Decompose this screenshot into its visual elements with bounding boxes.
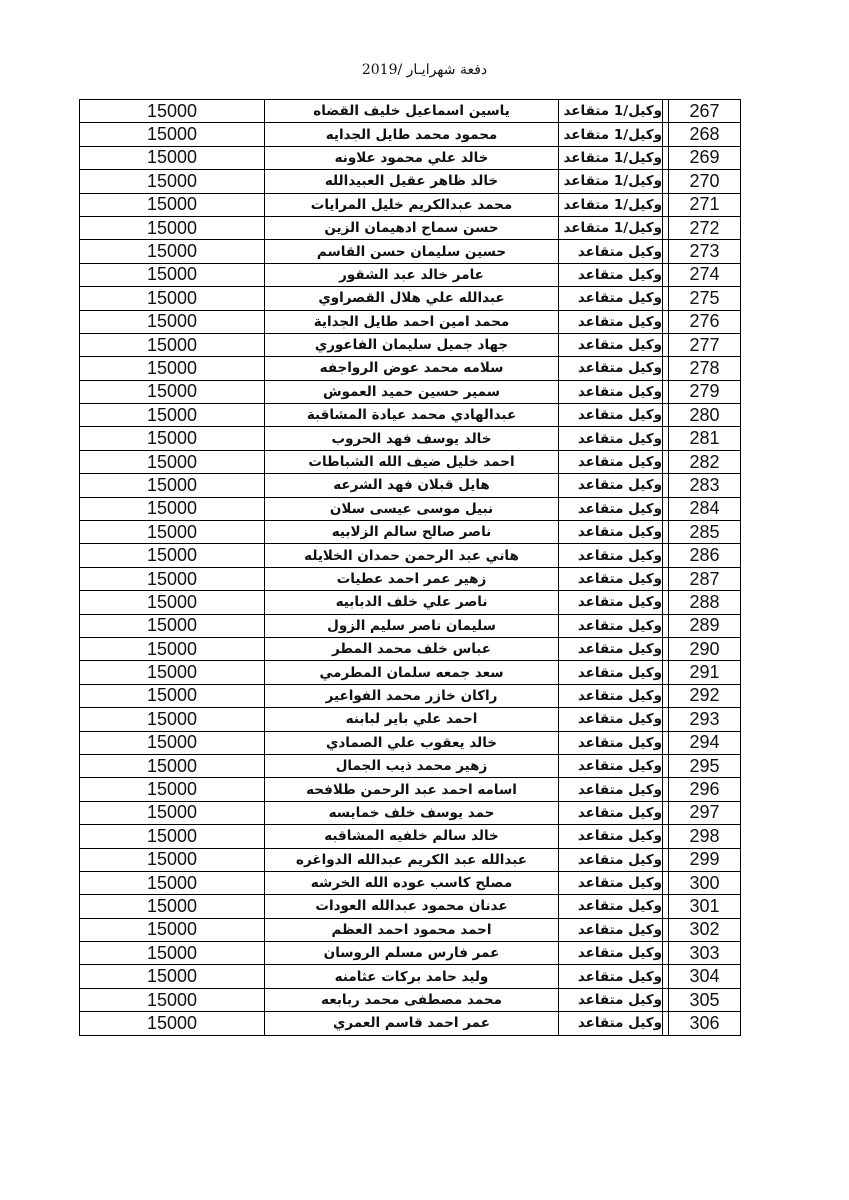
rank-cell: وكيل متقاعد: [559, 263, 663, 286]
table-row: [80, 497, 741, 520]
rank-cell: وكيل/1 متقاعد: [559, 123, 663, 146]
table-row: [80, 450, 741, 473]
row-number-cell: 292: [669, 684, 741, 707]
amount-cell: 15000: [80, 801, 265, 824]
amount-cell: 15000: [80, 614, 265, 637]
row-number-cell: 277: [669, 333, 741, 356]
name-cell: زهير محمد ذيب الجمال: [265, 754, 559, 777]
name-cell: محمود محمد طايل الجدايه: [265, 123, 559, 146]
row-number-cell: 282: [669, 450, 741, 473]
rank-cell: وكيل متقاعد: [559, 287, 663, 310]
amount-cell: 15000: [80, 895, 265, 918]
table-row: [80, 988, 741, 1011]
table-row: [80, 146, 741, 169]
table-row: [80, 427, 741, 450]
amount-cell: 15000: [80, 170, 265, 193]
rank-cell: وكيل متقاعد: [559, 310, 663, 333]
rank-cell: وكيل متقاعد: [559, 731, 663, 754]
amount-cell: 15000: [80, 918, 265, 941]
rank-cell: وكيل متقاعد: [559, 357, 663, 380]
table-row: [80, 754, 741, 777]
spacer-cell: [663, 497, 669, 520]
spacer-cell: [663, 1012, 669, 1035]
name-cell: ناصر صالح سالم الزلابيه: [265, 521, 559, 544]
spacer-cell: [663, 684, 669, 707]
name-cell: عبدالهادي محمد عيادة المشاقبة: [265, 404, 559, 427]
row-number-cell: 273: [669, 240, 741, 263]
table-row: [80, 778, 741, 801]
row-number-cell: 302: [669, 918, 741, 941]
table-row: [80, 591, 741, 614]
spacer-cell: [663, 754, 669, 777]
table-row: [80, 474, 741, 497]
amount-cell: 15000: [80, 404, 265, 427]
spacer-cell: [663, 661, 669, 684]
row-number-cell: 296: [669, 778, 741, 801]
amount-cell: 15000: [80, 567, 265, 590]
table-row: [80, 123, 741, 146]
amount-cell: 15000: [80, 684, 265, 707]
table-row: [80, 193, 741, 216]
table-row: [80, 848, 741, 871]
row-number-cell: 271: [669, 193, 741, 216]
row-number-cell: 294: [669, 731, 741, 754]
spacer-cell: [663, 240, 669, 263]
name-cell: سلامه محمد عوض الرواجفه: [265, 357, 559, 380]
rank-cell: وكيل متقاعد: [559, 380, 663, 403]
name-cell: خالد سالم خلفيه المشاقبه: [265, 825, 559, 848]
roster-table: [79, 99, 741, 1036]
name-cell: خالد يعقوب علي الصمادي: [265, 731, 559, 754]
table-row: [80, 404, 741, 427]
name-cell: هايل قبلان فهد الشرعه: [265, 474, 559, 497]
name-cell: حسن سماح ادهيمان الزين: [265, 216, 559, 239]
table-row: [80, 1012, 741, 1035]
name-cell: حسين سليمان حسن القاسم: [265, 240, 559, 263]
table-row: [80, 567, 741, 590]
spacer-cell: [663, 942, 669, 965]
spacer-cell: [663, 544, 669, 567]
rank-cell: وكيل متقاعد: [559, 965, 663, 988]
spacer-cell: [663, 708, 669, 731]
name-cell: خالد ظاهر عقيل العبيدالله: [265, 170, 559, 193]
amount-cell: 15000: [80, 637, 265, 660]
name-cell: محمد مصطفى محمد ربابعه: [265, 988, 559, 1011]
table-row: [80, 942, 741, 965]
name-cell: احمد علي باير لبابنه: [265, 708, 559, 731]
spacer-cell: [663, 123, 669, 146]
amount-cell: 15000: [80, 848, 265, 871]
name-cell: عدنان محمود عبدالله العودات: [265, 895, 559, 918]
rank-cell: وكيل متقاعد: [559, 427, 663, 450]
rank-cell: وكيل متقاعد: [559, 825, 663, 848]
rank-cell: وكيل متقاعد: [559, 778, 663, 801]
amount-cell: 15000: [80, 333, 265, 356]
spacer-cell: [663, 965, 669, 988]
row-number-cell: 281: [669, 427, 741, 450]
table-row: [80, 521, 741, 544]
rank-cell: وكيل متقاعد: [559, 942, 663, 965]
rank-cell: وكيل متقاعد: [559, 240, 663, 263]
table-row: [80, 614, 741, 637]
spacer-cell: [663, 427, 669, 450]
row-number-cell: 303: [669, 942, 741, 965]
name-cell: عباس خلف محمد المطر: [265, 637, 559, 660]
table-row: [80, 310, 741, 333]
spacer-cell: [663, 287, 669, 310]
name-cell: وليد حامد بركات عثامنه: [265, 965, 559, 988]
row-number-cell: 272: [669, 216, 741, 239]
name-cell: سمير حسين حميد العموش: [265, 380, 559, 403]
name-cell: احمد خليل ضيف الله الشباطات: [265, 450, 559, 473]
spacer-cell: [663, 988, 669, 1011]
roster-table-body: [80, 100, 741, 1036]
table-row: [80, 708, 741, 731]
table-row: [80, 170, 741, 193]
name-cell: مصلح كاسب عوده الله الخرشه: [265, 871, 559, 894]
name-cell: محمد امين احمد طايل الجداية: [265, 310, 559, 333]
spacer-cell: [663, 146, 669, 169]
rank-cell: وكيل متقاعد: [559, 871, 663, 894]
row-number-cell: 304: [669, 965, 741, 988]
name-cell: عبدالله علي هلال القصراوي: [265, 287, 559, 310]
table-row: [80, 918, 741, 941]
amount-cell: 15000: [80, 123, 265, 146]
row-number-cell: 284: [669, 497, 741, 520]
spacer-cell: [663, 100, 669, 123]
rank-cell: وكيل متقاعد: [559, 474, 663, 497]
name-cell: عامر خالد عبد الشقور: [265, 263, 559, 286]
table-row: [80, 357, 741, 380]
name-cell: محمد عبدالكريم خليل المرايات: [265, 193, 559, 216]
spacer-cell: [663, 521, 669, 544]
amount-cell: 15000: [80, 497, 265, 520]
rank-cell: وكيل متقاعد: [559, 614, 663, 637]
rank-cell: وكيل متقاعد: [559, 404, 663, 427]
row-number-cell: 295: [669, 754, 741, 777]
spacer-cell: [663, 193, 669, 216]
row-number-cell: 279: [669, 380, 741, 403]
spacer-cell: [663, 848, 669, 871]
spacer-cell: [663, 871, 669, 894]
amount-cell: 15000: [80, 544, 265, 567]
name-cell: خالد يوسف فهد الحروب: [265, 427, 559, 450]
spacer-cell: [663, 801, 669, 824]
row-number-cell: 300: [669, 871, 741, 894]
table-row: [80, 263, 741, 286]
amount-cell: 15000: [80, 474, 265, 497]
rank-cell: وكيل متقاعد: [559, 754, 663, 777]
rank-cell: وكيل متقاعد: [559, 591, 663, 614]
row-number-cell: 285: [669, 521, 741, 544]
spacer-cell: [663, 380, 669, 403]
table-row: [80, 240, 741, 263]
page-header: دفعة شهرايـار /2019: [361, 62, 488, 78]
rank-cell: وكيل متقاعد: [559, 544, 663, 567]
amount-cell: 15000: [80, 988, 265, 1011]
name-cell: سعد جمعه سلمان المطرمي: [265, 661, 559, 684]
table-row: [80, 825, 741, 848]
amount-cell: 15000: [80, 193, 265, 216]
row-number-cell: 283: [669, 474, 741, 497]
rank-cell: وكيل متقاعد: [559, 567, 663, 590]
row-number-cell: 288: [669, 591, 741, 614]
table-row: [80, 380, 741, 403]
table-row: [80, 661, 741, 684]
name-cell: عبدالله عبد الكريم عبدالله الدواغره: [265, 848, 559, 871]
table-row: [80, 965, 741, 988]
rank-cell: وكيل متقاعد: [559, 521, 663, 544]
row-number-cell: 306: [669, 1012, 741, 1035]
row-number-cell: 289: [669, 614, 741, 637]
amount-cell: 15000: [80, 965, 265, 988]
name-cell: ياسين اسماعيل خليف القضاه: [265, 100, 559, 123]
rank-cell: وكيل/1 متقاعد: [559, 193, 663, 216]
spacer-cell: [663, 170, 669, 193]
spacer-cell: [663, 474, 669, 497]
rank-cell: وكيل/1 متقاعد: [559, 146, 663, 169]
row-number-cell: 291: [669, 661, 741, 684]
spacer-cell: [663, 778, 669, 801]
amount-cell: 15000: [80, 778, 265, 801]
amount-cell: 15000: [80, 357, 265, 380]
row-number-cell: 286: [669, 544, 741, 567]
amount-cell: 15000: [80, 146, 265, 169]
spacer-cell: [663, 450, 669, 473]
table-row: [80, 684, 741, 707]
row-number-cell: 275: [669, 287, 741, 310]
table-row: [80, 287, 741, 310]
amount-cell: 15000: [80, 1012, 265, 1035]
amount-cell: 15000: [80, 100, 265, 123]
rank-cell: وكيل متقاعد: [559, 918, 663, 941]
rank-cell: وكيل متقاعد: [559, 895, 663, 918]
rank-cell: وكيل/1 متقاعد: [559, 216, 663, 239]
row-number-cell: 270: [669, 170, 741, 193]
rank-cell: وكيل متقاعد: [559, 497, 663, 520]
rank-cell: وكيل/1 متقاعد: [559, 170, 663, 193]
row-number-cell: 293: [669, 708, 741, 731]
table-row: [80, 100, 741, 123]
amount-cell: 15000: [80, 216, 265, 239]
rank-cell: وكيل متقاعد: [559, 661, 663, 684]
name-cell: سليمان ناصر سليم الزول: [265, 614, 559, 637]
amount-cell: 15000: [80, 871, 265, 894]
rank-cell: وكيل متقاعد: [559, 988, 663, 1011]
row-number-cell: 267: [669, 100, 741, 123]
amount-cell: 15000: [80, 240, 265, 263]
table-row: [80, 895, 741, 918]
amount-cell: 15000: [80, 754, 265, 777]
name-cell: خالد علي محمود علاونه: [265, 146, 559, 169]
name-cell: هاني عبد الرحمن حمدان الخلايله: [265, 544, 559, 567]
table-row: [80, 637, 741, 660]
row-number-cell: 280: [669, 404, 741, 427]
rank-cell: وكيل متقاعد: [559, 684, 663, 707]
row-number-cell: 268: [669, 123, 741, 146]
name-cell: راكان خازر محمد الفواعير: [265, 684, 559, 707]
spacer-cell: [663, 310, 669, 333]
spacer-cell: [663, 263, 669, 286]
name-cell: عمر احمد قاسم العمري: [265, 1012, 559, 1035]
rank-cell: وكيل متقاعد: [559, 708, 663, 731]
amount-cell: 15000: [80, 310, 265, 333]
rank-cell: وكيل متقاعد: [559, 848, 663, 871]
row-number-cell: 298: [669, 825, 741, 848]
name-cell: عمر فارس مسلم الروسان: [265, 942, 559, 965]
amount-cell: 15000: [80, 450, 265, 473]
amount-cell: 15000: [80, 708, 265, 731]
spacer-cell: [663, 731, 669, 754]
row-number-cell: 290: [669, 637, 741, 660]
table-row: [80, 731, 741, 754]
table-row: [80, 544, 741, 567]
amount-cell: 15000: [80, 731, 265, 754]
row-number-cell: 297: [669, 801, 741, 824]
rank-cell: وكيل متقاعد: [559, 450, 663, 473]
row-number-cell: 301: [669, 895, 741, 918]
table-row: [80, 333, 741, 356]
spacer-cell: [663, 333, 669, 356]
table-row: [80, 801, 741, 824]
spacer-cell: [663, 216, 669, 239]
amount-cell: 15000: [80, 263, 265, 286]
row-number-cell: 274: [669, 263, 741, 286]
name-cell: جهاد جميل سليمان الفاعوري: [265, 333, 559, 356]
rank-cell: وكيل متقاعد: [559, 1012, 663, 1035]
amount-cell: 15000: [80, 380, 265, 403]
table-row: [80, 871, 741, 894]
rank-cell: وكيل متقاعد: [559, 637, 663, 660]
spacer-cell: [663, 404, 669, 427]
amount-cell: 15000: [80, 661, 265, 684]
table-row: [80, 216, 741, 239]
spacer-cell: [663, 918, 669, 941]
amount-cell: 15000: [80, 427, 265, 450]
name-cell: زهير عمر احمد عطيات: [265, 567, 559, 590]
amount-cell: 15000: [80, 287, 265, 310]
name-cell: حمد يوسف خلف خمايسه: [265, 801, 559, 824]
name-cell: اسامه احمد عبد الرحمن طلافحه: [265, 778, 559, 801]
row-number-cell: 299: [669, 848, 741, 871]
spacer-cell: [663, 637, 669, 660]
row-number-cell: 276: [669, 310, 741, 333]
spacer-cell: [663, 567, 669, 590]
spacer-cell: [663, 357, 669, 380]
rank-cell: وكيل/1 متقاعد: [559, 100, 663, 123]
spacer-cell: [663, 825, 669, 848]
spacer-cell: [663, 895, 669, 918]
spacer-cell: [663, 591, 669, 614]
row-number-cell: 287: [669, 567, 741, 590]
amount-cell: 15000: [80, 942, 265, 965]
row-number-cell: 269: [669, 146, 741, 169]
amount-cell: 15000: [80, 591, 265, 614]
name-cell: احمد محمود احمد العظم: [265, 918, 559, 941]
spacer-cell: [663, 614, 669, 637]
amount-cell: 15000: [80, 521, 265, 544]
row-number-cell: 305: [669, 988, 741, 1011]
rank-cell: وكيل متقاعد: [559, 333, 663, 356]
name-cell: ناصر علي خلف الدبابيه: [265, 591, 559, 614]
amount-cell: 15000: [80, 825, 265, 848]
name-cell: نبيل موسى عيسى سلان: [265, 497, 559, 520]
row-number-cell: 278: [669, 357, 741, 380]
rank-cell: وكيل متقاعد: [559, 801, 663, 824]
